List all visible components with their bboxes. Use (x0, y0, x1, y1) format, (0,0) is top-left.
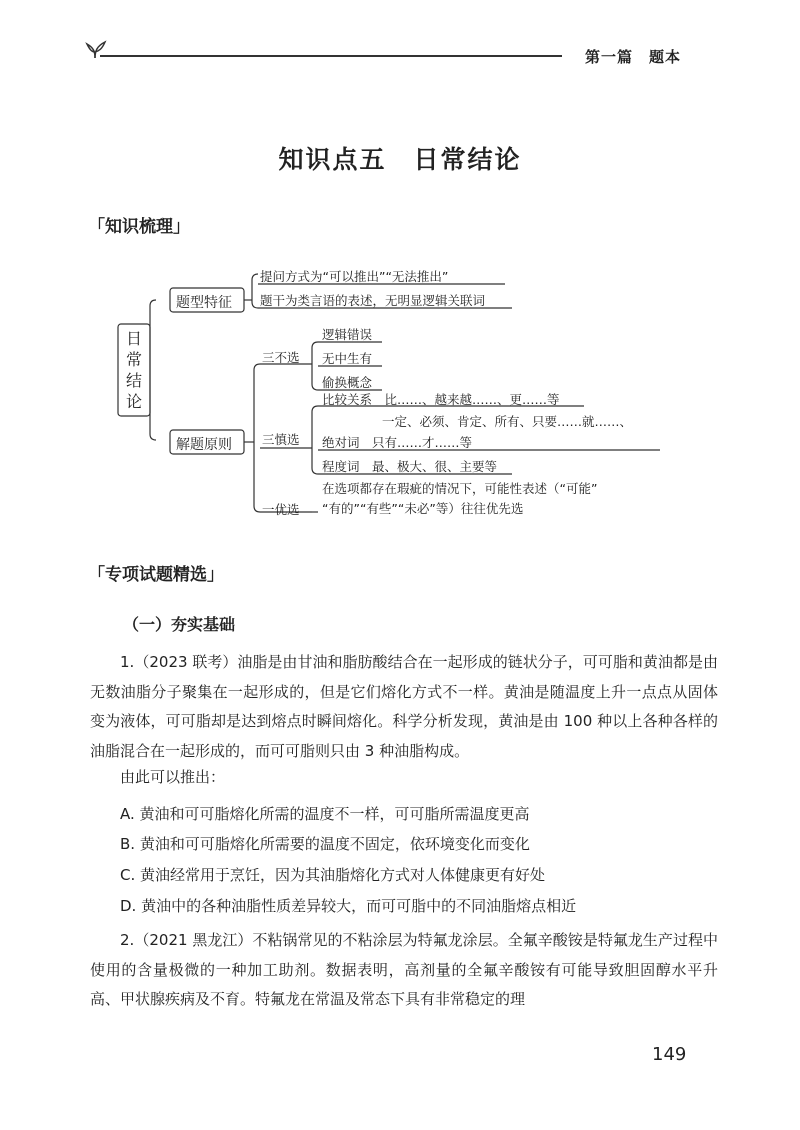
not-choose-item: 无中生有 (322, 351, 373, 366)
group-label-careful: 三慎选 (262, 432, 300, 447)
page-title: 知识点五 日常结论 (278, 145, 522, 174)
option-b: B. 黄油和可可脂熔化所需要的温度不固定，依环境变化而变化 (120, 835, 530, 853)
prefer-line1: 在选项都存在瑕疵的情况下，可能性表述（“可能” (322, 481, 598, 496)
branch-label-features: 题型特征 (176, 295, 232, 311)
not-choose-item: 偷换概念 (322, 375, 373, 390)
running-head: 第一篇 题本 (585, 48, 682, 66)
mindmap (100, 260, 700, 530)
subsection-heading: （一）夯实基础 (123, 615, 236, 634)
prefer-line2: “有的”“有些”“未必”等）往往优先选 (322, 501, 524, 516)
question-2-stem: 2.（2021 黑龙江）不粘锅常见的不粘涂层为特氟龙涂层。全氟辛酸铵是特氟龙生产过程中使用的含量极微的一种加工助剂。数据表明，高剂量的全氟辛酸铵有可能导致胆固醇水平升高、甲状腺疾病及不育。特氟龙在常温及常态下具有非常稳定的理 (90, 931, 718, 1008)
section-label-exercises: 「专项试题精选」 (88, 565, 224, 585)
feature-item: 提问方式为“可以推出”“无法推出” (260, 269, 449, 284)
option-d: D. 黄油中的各种油脂性质差异较大，而可可脂中的不同油脂熔点相近 (120, 897, 577, 915)
not-choose-item: 逻辑错误 (322, 327, 373, 342)
option-a: A. 黄油和可可脂熔化所需的温度不一样，可可脂所需温度更高 (120, 805, 530, 823)
careful-degree: 程度词 最、极大、很、主要等 (322, 459, 498, 474)
question-1-stem: 1.（2023 联考）油脂是由甘油和脂肪酸结合在一起形成的链状分子，可可脂和黄油都是由无数油脂分子聚集在一起形成的，但是它们熔化方式不一样。黄油是随温度上升一点点从固体变为液体，可可脂却是达到熔点时瞬间熔化。科学分析发现，黄油是由 100 种以上各种各样的油脂混合在一起形成的，而可可脂则只由 3 种油脂构成。 (90, 653, 718, 760)
header-rule (100, 55, 562, 57)
branch-label-principles: 解题原则 (176, 437, 232, 453)
group-label-prefer: 一优选 (262, 502, 300, 517)
group-label-not-choose: 三不选 (262, 350, 300, 365)
option-c: C. 黄油经常用于烹饪，因为其油脂熔化方式对人体健康更有好处 (120, 866, 546, 884)
careful-absolute-line2: 绝对词 只有……才……等 (322, 435, 473, 450)
question-1-lead: 由此可以推出： (120, 768, 226, 786)
careful-comparison: 比较关系 比……、越来越……、更……等 (322, 392, 560, 407)
mindmap-root: 日常结论 (126, 329, 143, 411)
page-number: 149 (652, 1044, 687, 1065)
feature-item: 题干为类言语的表述，无明显逻辑关联词 (260, 293, 486, 308)
careful-absolute-line1: 一定、必须、肯定、所有、只要……就……、 (382, 414, 633, 429)
section-label-knowledge: 「知识梳理」 (88, 217, 190, 237)
